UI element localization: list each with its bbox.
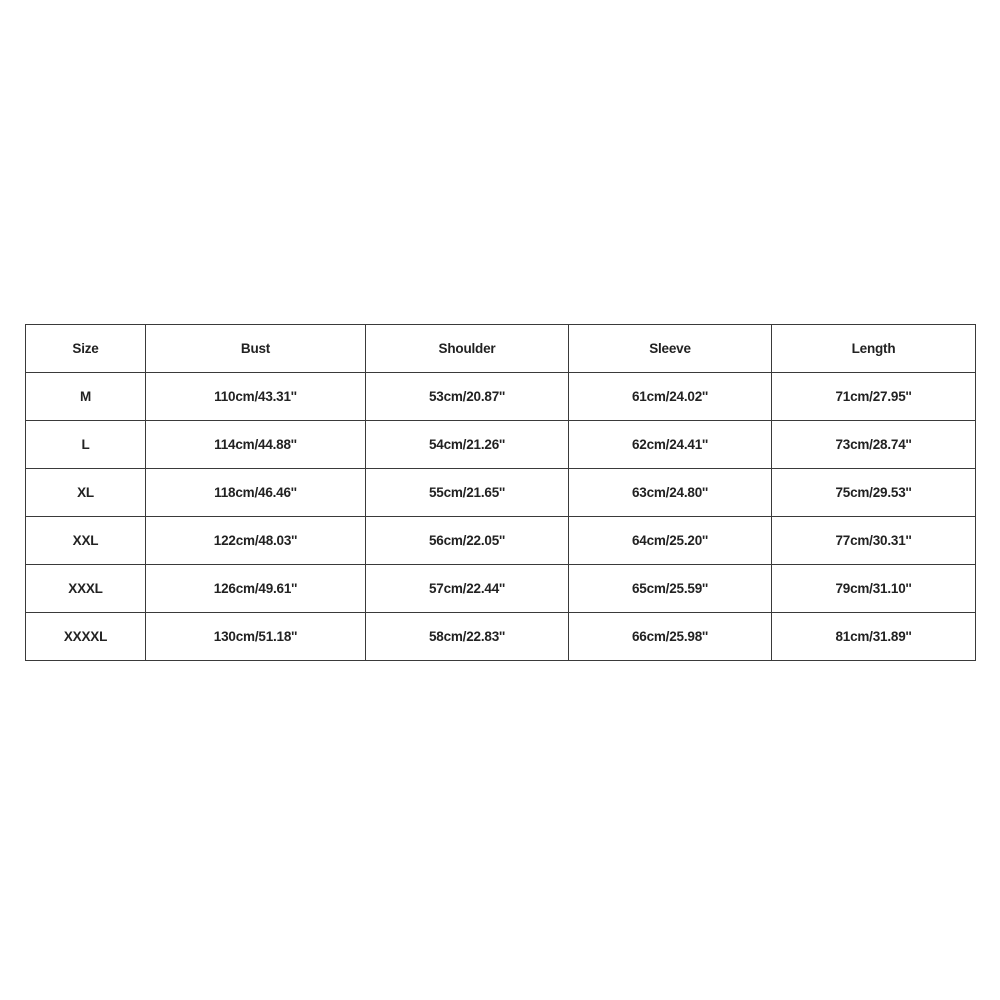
cell-bust: 110cm/43.31'': [146, 373, 366, 421]
cell-sleeve: 65cm/25.59'': [569, 565, 772, 613]
header-length: Length: [772, 325, 976, 373]
cell-bust: 122cm/48.03'': [146, 517, 366, 565]
cell-size: L: [26, 421, 146, 469]
cell-length: 73cm/28.74'': [772, 421, 976, 469]
cell-bust: 114cm/44.88'': [146, 421, 366, 469]
cell-sleeve: 62cm/24.41'': [569, 421, 772, 469]
cell-sleeve: 66cm/25.98'': [569, 613, 772, 661]
cell-size: XXL: [26, 517, 146, 565]
cell-bust: 126cm/49.61'': [146, 565, 366, 613]
table-row: [26, 421, 976, 469]
cell-length: 77cm/30.31'': [772, 517, 976, 565]
cell-length: 71cm/27.95'': [772, 373, 976, 421]
table-row: [26, 565, 976, 613]
cell-size: M: [26, 373, 146, 421]
table-header-row: [26, 325, 976, 373]
header-bust: Bust: [146, 325, 366, 373]
cell-sleeve: 61cm/24.02'': [569, 373, 772, 421]
cell-shoulder: 54cm/21.26'': [366, 421, 569, 469]
cell-sleeve: 64cm/25.20'': [569, 517, 772, 565]
cell-bust: 118cm/46.46'': [146, 469, 366, 517]
table-row: [26, 373, 976, 421]
cell-shoulder: 53cm/20.87'': [366, 373, 569, 421]
header-size: Size: [26, 325, 146, 373]
cell-length: 81cm/31.89'': [772, 613, 976, 661]
cell-shoulder: 57cm/22.44'': [366, 565, 569, 613]
cell-size: XXXXL: [26, 613, 146, 661]
size-chart-table: [25, 324, 976, 661]
header-sleeve: Sleeve: [569, 325, 772, 373]
cell-shoulder: 56cm/22.05'': [366, 517, 569, 565]
cell-length: 75cm/29.53'': [772, 469, 976, 517]
cell-size: XL: [26, 469, 146, 517]
table-row: [26, 469, 976, 517]
table-row: [26, 517, 976, 565]
cell-shoulder: 55cm/21.65'': [366, 469, 569, 517]
cell-shoulder: 58cm/22.83'': [366, 613, 569, 661]
cell-sleeve: 63cm/24.80'': [569, 469, 772, 517]
cell-size: XXXL: [26, 565, 146, 613]
table-row: [26, 613, 976, 661]
cell-bust: 130cm/51.18'': [146, 613, 366, 661]
header-shoulder: Shoulder: [366, 325, 569, 373]
cell-length: 79cm/31.10'': [772, 565, 976, 613]
